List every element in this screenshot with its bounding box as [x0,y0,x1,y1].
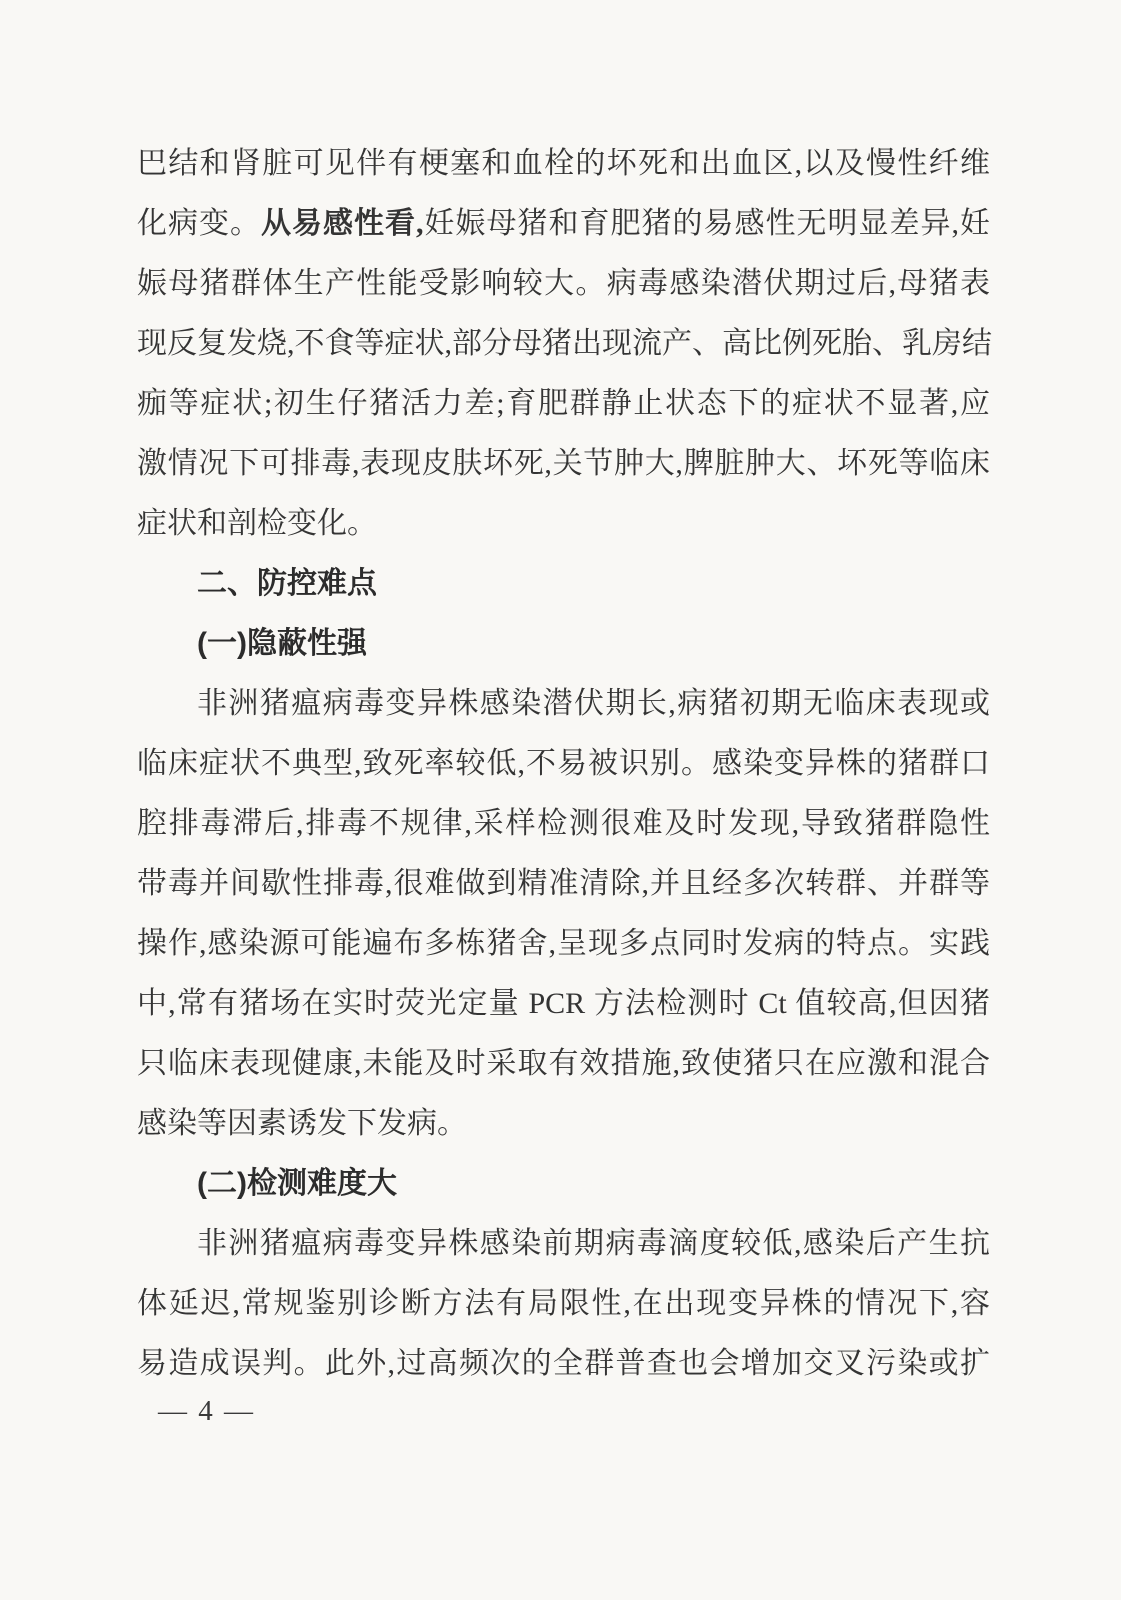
paragraph-line: 非洲猪瘟病毒变异株感染潜伏期长,病猪初期无临床表现或 [197,687,990,720]
paragraph-line: 操作,感染源可能遍布多栋猪舍,呈现多点同时发病的特点。实践 [137,927,990,960]
paragraph-line: 痂等症状;初生仔猪活力差;育肥群静止状态下的症状不显著,应 [137,387,990,420]
paragraph-line [137,194,990,254]
paragraph-line: 临床症状不典型,致死率较低,不易被识别。感染变异株的猪群口 [137,747,990,780]
paragraph-line: 中,常有猪场在实时荧光定量 PCR 方法检测时 Ct 值较高,但因猪 [137,987,990,1020]
paragraph-line: 带毒并间歇性排毒,很难做到精准清除,并且经多次转群、并群等 [137,867,990,900]
subsection-heading: (二)检测难度大 [197,1167,397,1200]
paragraph-line: 只临床表现健康,未能及时采取有效措施,致使猪只在应激和混合 [137,1047,990,1080]
paragraph-line: 易造成误判。此外,过高频次的全群普查也会增加交叉污染或扩 [137,1347,990,1380]
text-segment: 妊娠母猪和育肥猪的易感性无明显差异,妊 [423,207,990,240]
paragraph-line: 体延迟,常规鉴别诊断方法有局限性,在出现变异株的情况下,容 [137,1287,990,1320]
paragraph-line: 症状和剖检变化。 [137,507,377,540]
document-body [137,134,990,1394]
section-heading: 二、防控难点 [197,567,377,600]
paragraph-line: 感染等因素诱发下发病。 [137,1107,467,1140]
paragraph-line: 激情况下可排毒,表现皮肤坏死,关节肿大,脾脏肿大、坏死等临床 [137,447,990,480]
subsection-heading: (一)隐蔽性强 [197,627,367,660]
bold-text-segment: 从易感性看, [261,207,424,240]
paragraph-line: 腔排毒滞后,排毒不规律,采样检测很难及时发现,导致猪群隐性 [137,807,990,840]
text-segment: 化病变。 [137,207,261,240]
paragraph-line: 非洲猪瘟病毒变异株感染前期病毒滴度较低,感染后产生抗 [197,1227,990,1260]
page-number: — 4 — [158,1395,255,1427]
paragraph-line: 现反复发烧,不食等症状,部分母猪出现流产、高比例死胎、乳房结 [137,327,992,360]
paragraph-line: 娠母猪群体生产性能受影响较大。病毒感染潜伏期过后,母猪表 [137,267,990,300]
paragraph-line: 巴结和肾脏可见伴有梗塞和血栓的坏死和出血区,以及慢性纤维 [137,147,990,180]
